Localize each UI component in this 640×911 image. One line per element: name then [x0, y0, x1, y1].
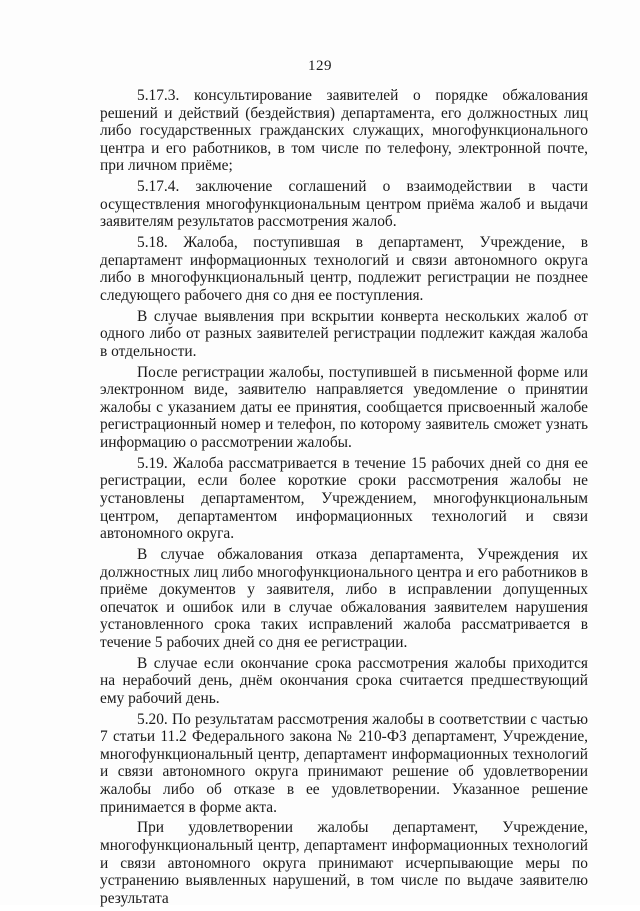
paragraph-5-17-4: 5.17.4. заключение соглашений о взаимодействии в части осуществления многофункциональным центром приёма жалоб и выдачи заявителям результатов рассмотрения жалоб. [100, 178, 588, 231]
paragraph-multiple-complaints: В случае выявления при вскрытии конверта нескольких жалоб от одного либо от разных заявителей регистрации подлежит каждая жалоба в отдельности. [100, 307, 588, 360]
paragraph-non-working-day: В случае если окончание срока рассмотрения жалобы приходится на нерабочий день, днём окончания срока считается предшествующий ему рабочий день. [100, 654, 588, 707]
paragraph-registration-notice: После регистрации жалобы, поступившей в письменной форме или электронном виде, заявителю направляется уведомление о принятии жалобы с указанием даты ее принятия, сообщается присвоенный жалобе регистрационный номер и телефон, по которому заявитель сможет узнать информацию о рассмотрении жалобы. [100, 363, 588, 452]
paragraph-5-17-3: 5.17.3. консультирование заявителей о порядке обжалования решений и действий (бездействия) департамента, его должностных лиц либо государственных гражданских служащих, многофункционального центра и его работников, в том числе по телефону, электронной почте, при личном приёме; [100, 87, 588, 175]
paragraph-5-19: 5.19. Жалоба рассматривается в течение 15 рабочих дней со дня ее регистрации, если более короткие сроки рассмотрения жалобы не установлены департаментом, Учреждением, многофункциональным центром, департаментом информационных технологий и связи автономного округа. [100, 454, 588, 543]
page-number: 129 [308, 58, 332, 74]
paragraph-refusal-appeal: В случае обжалования отказа департамента, Учреждения их должностных лиц либо многофункционального центра и его работников в приёме документов у заявителя, либо в исправлении допущенных опечаток и ошибок или в случае обжалования заявителем нарушения установленного срока таких исправлений жалоба рассматривается в течение 5 рабочих дней со дня ее регистрации. [100, 545, 588, 651]
paragraph-5-20: 5.20. По результатам рассмотрения жалобы в соответствии с частью 7 статьи 11.2 Федерального закона № 210-ФЗ департамент, Учреждение, многофункциональный центр, департамент информационных технологий и связи автономного округа принимают решение об удовлетворении жалобы либо об отказе в ее удовлетворении. Указанное решение принимается в форме акта. [100, 710, 588, 816]
document-body [100, 87, 588, 911]
paragraph-5-18: 5.18. Жалоба, поступившая в департамент, Учреждение, в департамент информационных технологий и связи автономного округа либо в многофункциональный центр, подлежит регистрации не позднее следующего рабочего дня со дня ее поступления. [100, 234, 588, 304]
paragraph-satisfaction-measures: При удовлетворении жалобы департамент, Учреждение, многофункциональный центр, департамент информационных технологий и связи автономного округа принимают исчерпывающие меры по устранению выявленных нарушений, в том числе по выдаче заявителю результата [100, 819, 588, 907]
